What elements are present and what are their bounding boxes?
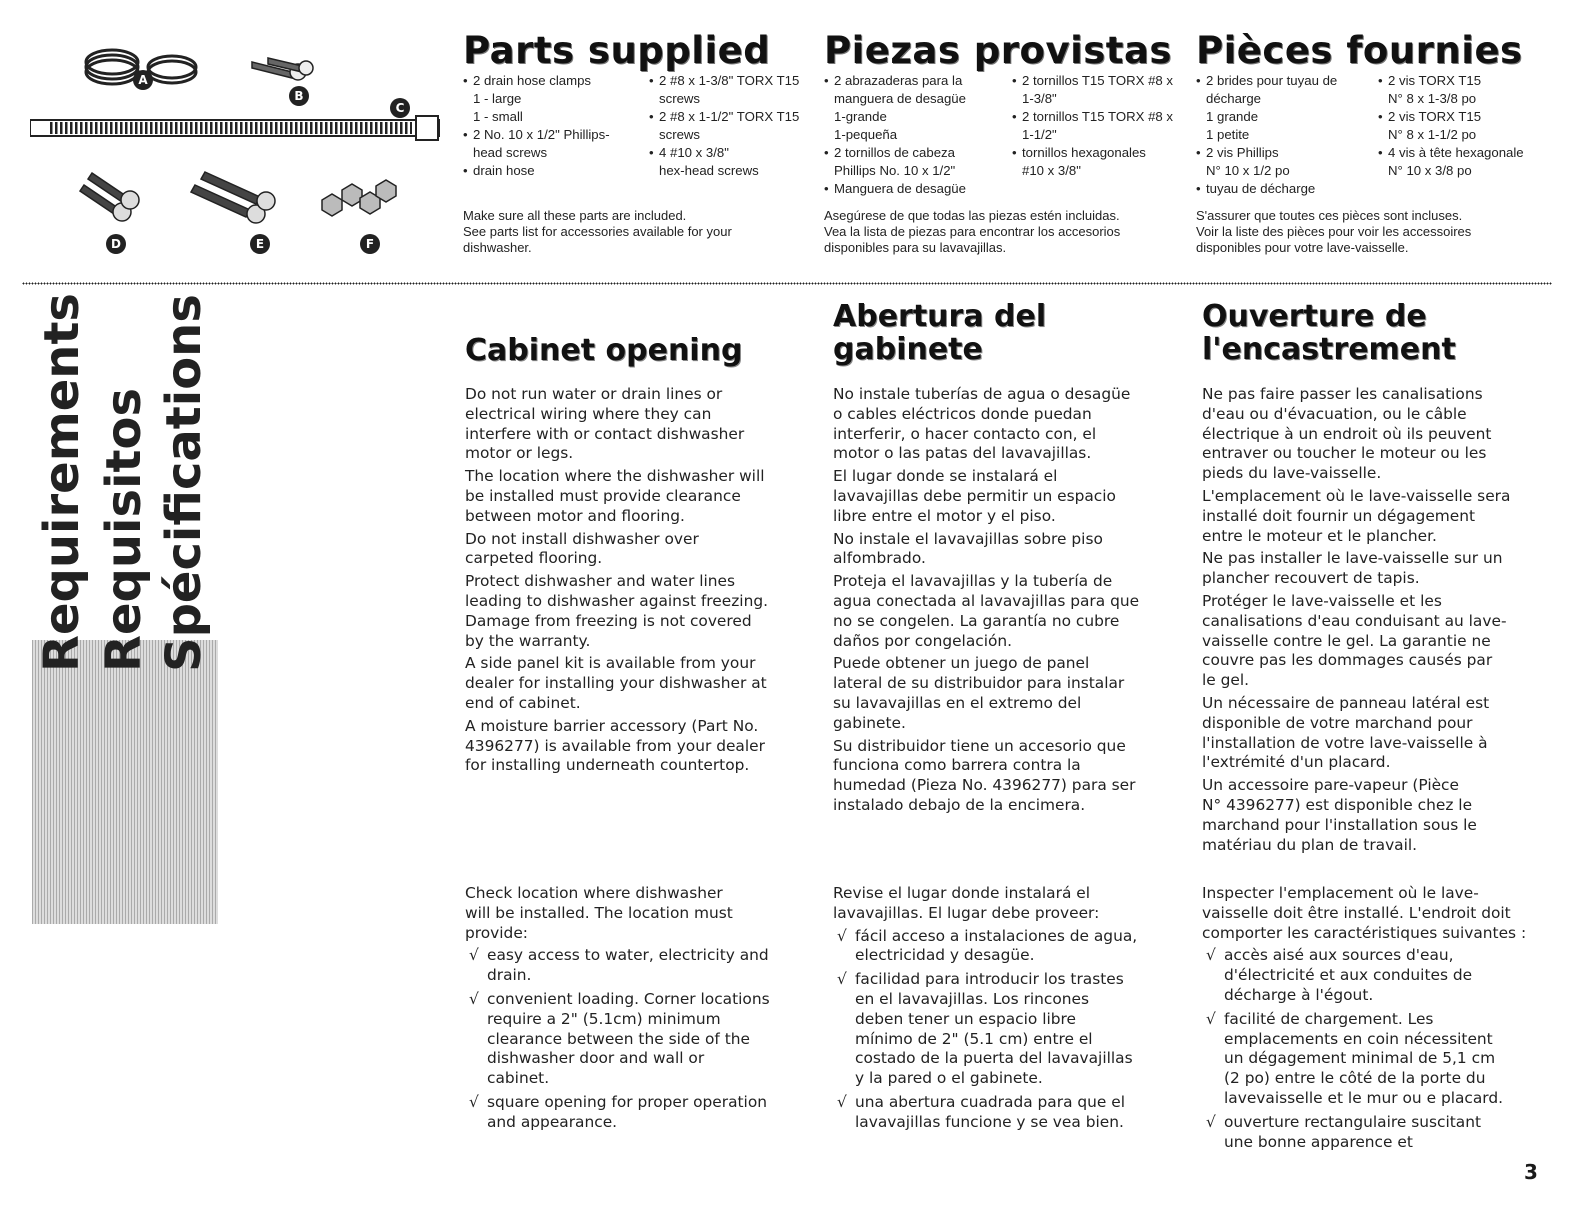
list-item: 1-1/2" bbox=[1022, 127, 1057, 142]
paragraph: El lugar donde se instalará el lavavajillas debe permitir un espacio libre entre el motor y el piso. bbox=[833, 467, 1116, 525]
part-label-b: B bbox=[289, 86, 309, 106]
cabinet-title-es: Abertura del gabinete bbox=[833, 299, 1047, 367]
paragraph: No instale el lavavajillas sobre piso alfombrado. bbox=[833, 529, 1103, 568]
part-label-a: A bbox=[133, 70, 153, 90]
list-item: Phillips No. 10 x 1/2" bbox=[834, 163, 956, 178]
list-item: N° 10 x 1/2 po bbox=[1206, 163, 1290, 178]
list-item: • 2 No. 10 x 1/2" Phillips- bbox=[463, 126, 643, 144]
part-label-c: C bbox=[390, 98, 410, 118]
location-check-en bbox=[465, 884, 815, 1137]
drain-hose-icon bbox=[30, 116, 440, 140]
paragraph: Un accessoire pare-vapeur (Pièce N° 4396277) est disponible chez le marchand pour l'installation sous le matériau du plan de travail. bbox=[1202, 776, 1477, 854]
list-item: screws bbox=[659, 127, 701, 142]
parts-note-fr: S'assurer que toutes ces pièces sont incluses. Voir la liste des pièces pour voir les accessoires disponibles pour votre lave-vaisselle. bbox=[1196, 208, 1472, 255]
paragraph: Proteja el lavavajillas y la tubería de agua conectada al lavavajillas para que no se congelen. La garantía no cubre daños por congelación. bbox=[833, 572, 1140, 650]
list-item: • 2 vis TORX T15 bbox=[1378, 108, 1556, 126]
part-label-f: F bbox=[360, 234, 380, 254]
list-item: 1 - large bbox=[473, 91, 522, 106]
section-divider bbox=[22, 282, 1552, 285]
list-item: • 4 #10 x 3/8" bbox=[649, 144, 809, 162]
parts-col1-en bbox=[463, 72, 643, 180]
list-item: • 2 tornillos de cabeza bbox=[824, 144, 1004, 162]
part-label-e: E bbox=[250, 234, 270, 254]
list-item: manguera de desagüe bbox=[834, 91, 966, 106]
list-item: #10 x 3/8" bbox=[1022, 163, 1081, 178]
list-item: 1-3/8" bbox=[1022, 91, 1057, 106]
list-item: head screws bbox=[473, 145, 548, 160]
paragraph: A moisture barrier accessory (Part No. 4396277) is available from your dealer for installing underneath countertop. bbox=[465, 716, 765, 775]
check-intro: Check location where dishwasher will be installed. The location must provide: bbox=[465, 884, 733, 942]
paragraph: Su distribuidor tiene un accesorio que funciona como barrera contra la humedad (Pieza No. 4396277) para ser instalado debajo de la encimera. bbox=[833, 736, 1136, 814]
list-item: N° 8 x 1-3/8 po bbox=[1388, 91, 1477, 106]
checklist-item: √ facilité de chargement. Les emplacements en coin nécessitent un dégagement minimal de 5,1 cm (2 po) entre le côté de la porte du lavevaisselle et le mur ou e placard. bbox=[1202, 1010, 1557, 1109]
list-item: • 2 vis TORX T15 bbox=[1378, 72, 1556, 90]
checklist bbox=[1202, 946, 1557, 1152]
list-item: • 2 brides pour tuyau de bbox=[1196, 72, 1376, 90]
parts-col1-fr bbox=[1196, 72, 1376, 198]
checklist-item: √ convenient loading. Corner locations require a 2" (5.1cm) minimum clearance between the side of the dishwasher door and wall or cabinet. bbox=[465, 990, 815, 1089]
parts-drawing bbox=[30, 40, 440, 270]
list-item: 1-pequeña bbox=[834, 127, 898, 142]
paragraph: Do not install dishwasher over carpeted flooring. bbox=[465, 529, 699, 568]
list-item: • 2 tornillos T15 TORX #8 x bbox=[1012, 72, 1182, 90]
list-item: • 2 tornillos T15 TORX #8 x bbox=[1012, 108, 1182, 126]
parts-title-es: Piezas provistas bbox=[824, 29, 1172, 72]
paragraph: Protect dishwasher and water lines leading to dishwasher against freezing. Damage from freezing is not covered by the warranty. bbox=[465, 572, 769, 650]
list-item: screws bbox=[659, 91, 701, 106]
list-item: N° 8 x 1-1/2 po bbox=[1388, 127, 1477, 142]
list-item: • 2 #8 x 1-1/2" TORX T15 bbox=[649, 108, 809, 126]
cabinet-title-fr: Ouverture de l'encastrement bbox=[1202, 299, 1456, 367]
paragraph: Protéger le lave-vaisselle et les canalisations d'eau conduisant au lave- vaisselle contre le gel. La garantie ne couvre pas les dommages causés par le gel. bbox=[1202, 591, 1507, 690]
phillips-screw-icon bbox=[80, 173, 139, 221]
location-check-es bbox=[833, 884, 1183, 1137]
list-item: • 2 drain hose clamps bbox=[463, 72, 643, 90]
side-title-requisitos: Requisitos bbox=[96, 387, 152, 672]
cabinet-title-en: Cabinet opening bbox=[465, 333, 743, 368]
cabinet-body-fr bbox=[1202, 385, 1552, 858]
check-intro: Inspecter l'emplacement où le lave- vaisselle doit être installé. L'endroit doit comporter les caractéristiques suivantes : bbox=[1202, 884, 1527, 942]
cabinet-body-es bbox=[833, 385, 1183, 819]
checklist-item: √ una abertura cuadrada para que el lavavajillas funcione y se vea bien. bbox=[833, 1093, 1183, 1133]
parts-col2-en bbox=[649, 72, 809, 180]
parts-title-en: Parts supplied bbox=[463, 29, 771, 72]
checklist-item: √ square opening for proper operation and appearance. bbox=[465, 1093, 815, 1133]
torx-screw-long-icon bbox=[191, 172, 275, 223]
checklist-item: √ facilidad para introducir los trastes en el lavavajillas. Los rincones deben tener un espacio libre mínimo de 2" (5.1 cm) entre el costado de la puerta del lavavajillas y la pared o el gabinete. bbox=[833, 970, 1183, 1089]
list-item: 1 petite bbox=[1206, 127, 1250, 142]
torx-screw-icon bbox=[252, 58, 313, 80]
paragraph: Ne pas installer le lave-vaisselle sur un plancher recouvert de tapis. bbox=[1202, 549, 1503, 588]
cabinet-body-en bbox=[465, 385, 815, 779]
list-item: décharge bbox=[1206, 91, 1261, 106]
checklist-item: √ accès aisé aux sources d'eau, d'électricité et aux conduites de décharge à l'égout. bbox=[1202, 946, 1557, 1005]
list-item: 1 - small bbox=[473, 109, 523, 124]
check-intro: Revise el lugar donde instalará el lavavajillas. El lugar debe proveer: bbox=[833, 884, 1100, 922]
parts-col2-fr bbox=[1378, 72, 1556, 180]
checklist-item: √ ouverture rectangulaire suscitant une bonne apparence et bbox=[1202, 1113, 1557, 1153]
checklist bbox=[465, 946, 815, 1132]
checklist-item: √ fácil acceso a instalaciones de agua, electricidad y desagüe. bbox=[833, 927, 1183, 967]
side-shading bbox=[32, 640, 218, 924]
list-item: • Manguera de desagüe bbox=[824, 180, 1004, 198]
list-item: • tuyau de décharge bbox=[1196, 180, 1376, 198]
list-item: N° 10 x 3/8 po bbox=[1388, 163, 1472, 178]
list-item: • drain hose bbox=[463, 162, 643, 180]
paragraph: No instale tuberías de agua o desagüe o cables eléctricos donde puedan interferir, o hacer contacto con, el motor o las patas del lavavajillas. bbox=[833, 385, 1131, 463]
paragraph: A side panel kit is available from your dealer for installing your dishwasher at end of cabinet. bbox=[465, 654, 767, 712]
paragraph: The location where the dishwasher will be installed must provide clearance between motor and flooring. bbox=[465, 467, 765, 525]
list-item: • 4 vis à tête hexagonale bbox=[1378, 144, 1556, 162]
paragraph: Un nécessaire de panneau latéral est disponible de votre marchand pour l'installation de votre lave-vaisselle à l'extrémité d'un placard. bbox=[1202, 693, 1490, 772]
parts-col1-es bbox=[824, 72, 1004, 198]
paragraph: Do not run water or drain lines or electrical wiring where they can interfere with or contact dishwasher motor or legs. bbox=[465, 385, 745, 463]
parts-note-es: Asegúrese de que todas las piezas estén incluidas. Vea la lista de piezas para encontrar los accesorios disponibles para su lavavajillas. bbox=[824, 208, 1121, 255]
checklist bbox=[833, 927, 1183, 1133]
hose-clamp-small-icon bbox=[148, 56, 196, 83]
list-item: • 2 abrazaderas para la bbox=[824, 72, 1004, 90]
page-number: 3 bbox=[1524, 1160, 1538, 1184]
side-title-requirements: Requirements bbox=[34, 293, 90, 672]
list-item: • 2 vis Phillips bbox=[1196, 144, 1376, 162]
list-item: 1 grande bbox=[1206, 109, 1259, 124]
list-item: • tornillos hexagonales bbox=[1012, 144, 1182, 162]
part-label-d: D bbox=[106, 234, 126, 254]
parts-title-fr: Pièces fournies bbox=[1196, 29, 1523, 72]
parts-note-en: Make sure all these parts are included. See parts list for accessories available for your dishwasher. bbox=[463, 208, 732, 255]
paragraph: L'emplacement où le lave-vaisselle sera installé doit fournir un dégagement entre le moteur et le plancher. bbox=[1202, 486, 1511, 545]
list-item: • 2 #8 x 1-3/8" TORX T15 bbox=[649, 72, 809, 90]
checklist-item: √ easy access to water, electricity and drain. bbox=[465, 946, 815, 986]
side-title-specifications: Spécifications bbox=[156, 294, 212, 672]
hex-screw-icon bbox=[322, 180, 396, 216]
parts-col2-es bbox=[1012, 72, 1182, 180]
location-check-fr bbox=[1202, 884, 1557, 1156]
paragraph: Ne pas faire passer les canalisations d'eau ou d'évacuation, ou le câble électrique à un endroit où ils peuvent entraver ou toucher le moteur ou les pieds du lave-vaisselle. bbox=[1202, 385, 1492, 483]
hose-clamp-large-icon bbox=[86, 50, 138, 84]
list-item: 1-grande bbox=[834, 109, 887, 124]
list-item: hex-head screws bbox=[659, 163, 759, 178]
parts-illustration bbox=[30, 40, 440, 270]
paragraph: Puede obtener un juego de panel lateral de su distribuidor para instalar su lavavajillas en el extremo del gabinete. bbox=[833, 654, 1125, 732]
